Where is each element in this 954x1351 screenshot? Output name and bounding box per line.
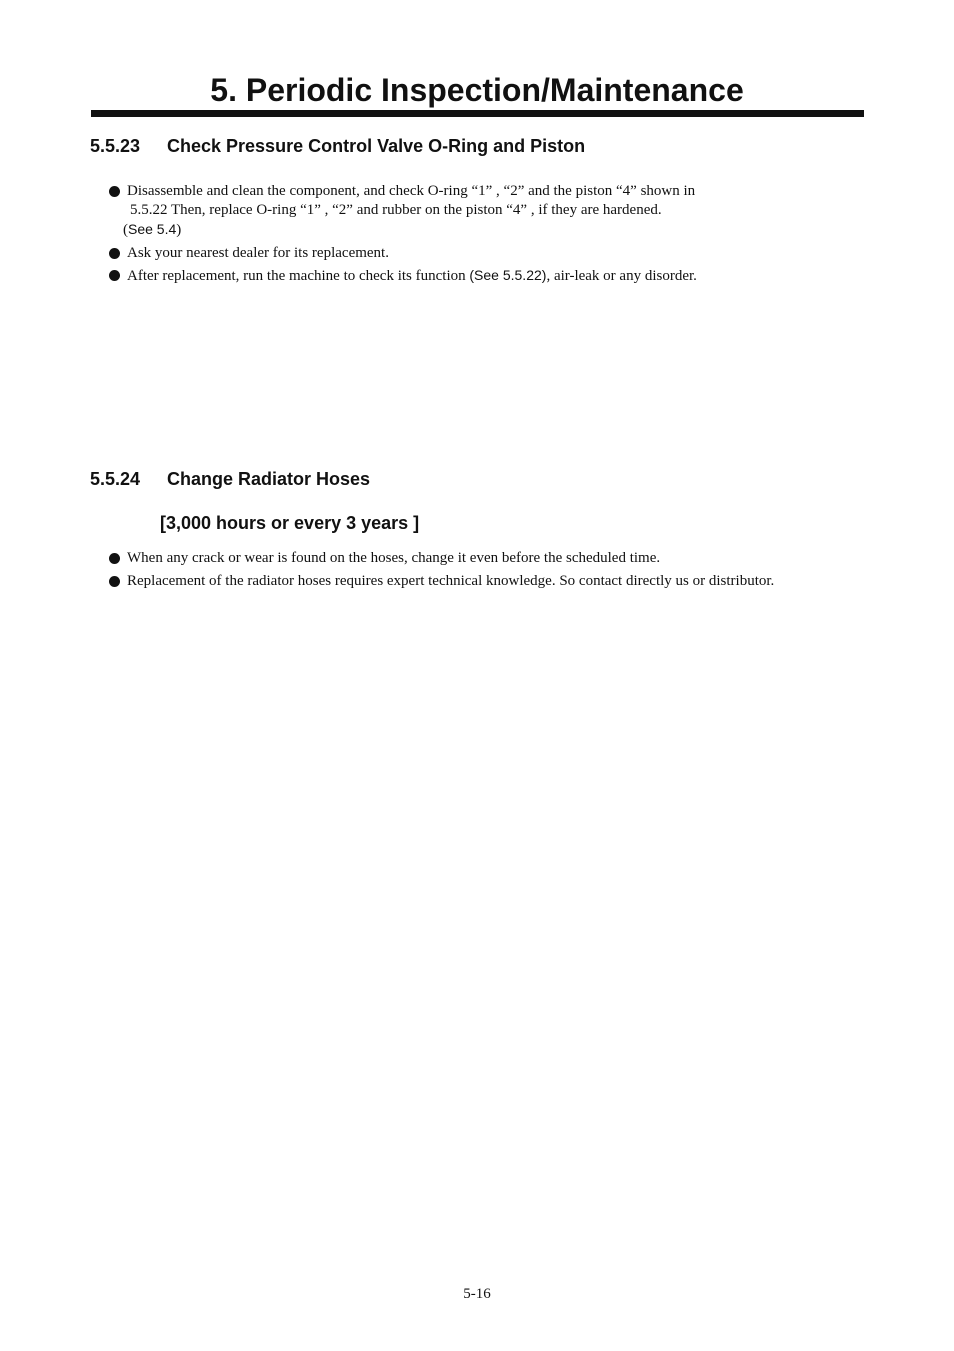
list-item [108, 549, 850, 568]
list-item [108, 572, 850, 591]
see-ref-text: (See 5.5.22) [469, 267, 547, 283]
section-number: 5.5.23 [90, 136, 141, 156]
bullet-dot-icon [109, 576, 120, 587]
see-reference [123, 222, 181, 238]
section-title: Change Radiator Hoses [167, 469, 371, 489]
bullet-dot-icon [109, 553, 120, 564]
bullet-text: When any crack or wear is found on the hoses, change it even before the scheduled time. [127, 550, 661, 566]
page-title: 5. Periodic Inspection/Maintenance [210, 72, 744, 108]
list-item [108, 244, 850, 263]
list-item [108, 182, 850, 240]
bullet-list-5-5-23 [108, 182, 850, 290]
page-number: 5-16 [463, 1286, 491, 1302]
title-rule [91, 110, 864, 117]
section-heading-5-5-24 [90, 469, 370, 490]
bullet-text-line1: Disassemble and clean the component, and check O-ring “1” , “2” and the piston “4” shown in [127, 183, 696, 199]
bullet-text-after: , air-leak or any disorder. [546, 268, 697, 284]
section-heading-5-5-23 [90, 136, 585, 157]
bullet-text: Ask your nearest dealer for its replacement. [127, 244, 389, 261]
see-close-paren: ) [176, 222, 182, 238]
see-open-paren: ( [123, 222, 128, 238]
bullet-list-5-5-24 [108, 549, 850, 594]
bullet-text-before: After replacement, run the machine to check its function [127, 268, 470, 284]
bullet-dot-icon [109, 186, 120, 197]
bullet-text-line2: 5.5.22 Then, replace O-ring “1” , “2” and rubber on the piston “4” , if they are hardened. [130, 202, 662, 218]
bullet-text: Replacement of the radiator hoses requires expert technical knowledge. So contact directly us or distributor. [127, 572, 775, 589]
list-item [108, 266, 850, 286]
see-ref-text: See 5.4 [128, 221, 177, 237]
maintenance-interval: [3,000 hours or every 3 years ] [160, 513, 420, 533]
section-title: Check Pressure Control Valve O-Ring and Piston [167, 136, 586, 156]
bullet-dot-icon [109, 270, 120, 281]
section-number: 5.5.24 [90, 469, 141, 489]
bullet-dot-icon [109, 248, 120, 259]
